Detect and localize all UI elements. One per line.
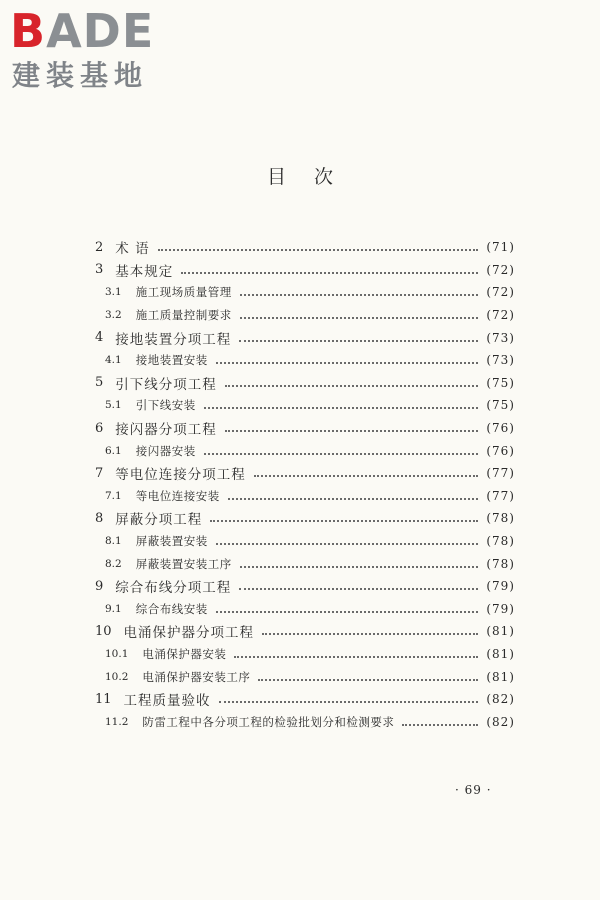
toc-leader-dots bbox=[228, 498, 479, 500]
toc-entry-label: 术 语 bbox=[115, 241, 150, 258]
toc-entry-label: 接闪器分项工程 bbox=[115, 422, 217, 439]
toc-entry[interactable] bbox=[95, 439, 515, 462]
toc-leader-dots bbox=[216, 611, 479, 613]
bade-logo bbox=[10, 6, 180, 96]
toc-entry[interactable] bbox=[95, 417, 515, 440]
toc-leader-dots bbox=[204, 453, 479, 455]
toc-leader-dots bbox=[181, 272, 478, 274]
toc-entry-page: (75) bbox=[486, 398, 515, 413]
toc-entry-number: 7 bbox=[95, 465, 104, 481]
toc-entry-label: 接地装置安装 bbox=[135, 353, 208, 368]
toc-leader-dots bbox=[234, 656, 478, 658]
toc-entry-number: 10.1 bbox=[105, 647, 129, 660]
logo-word-rest: ADE bbox=[46, 4, 155, 58]
toc-entry-page: (76) bbox=[486, 443, 515, 458]
toc-entry[interactable] bbox=[95, 304, 515, 327]
toc-entry-page: (81) bbox=[486, 624, 515, 639]
toc-entry[interactable] bbox=[95, 530, 515, 553]
toc-entry-page: (78) bbox=[486, 534, 515, 549]
logo-subtitle: 建装基地 bbox=[12, 59, 149, 92]
toc-entry-page: (72) bbox=[486, 285, 515, 300]
toc-entry-label: 电涌保护器分项工程 bbox=[123, 625, 255, 642]
toc-entry-page: (77) bbox=[486, 466, 515, 481]
toc-entry-label: 电涌保护器安装 bbox=[142, 646, 227, 661]
toc-entry-page: (72) bbox=[486, 308, 515, 323]
toc-leader-dots bbox=[402, 724, 478, 726]
toc-entry-page: (79) bbox=[486, 601, 515, 616]
toc-entry-label: 施工质量控制要求 bbox=[135, 308, 232, 323]
page-title: 目次 bbox=[266, 166, 361, 188]
toc-entry-number: 2 bbox=[95, 239, 104, 255]
toc-entry-number: 3 bbox=[95, 262, 104, 278]
toc-leader-dots bbox=[240, 566, 479, 568]
toc-entry[interactable] bbox=[95, 620, 515, 643]
toc-entry-number: 9.1 bbox=[105, 602, 122, 615]
logo-accent-letter: B bbox=[10, 4, 47, 58]
toc-entry-number: 7.1 bbox=[105, 489, 122, 502]
toc-entry[interactable] bbox=[95, 643, 515, 666]
toc-leader-dots bbox=[240, 294, 479, 296]
toc-leader-dots bbox=[204, 407, 479, 409]
toc-leader-dots bbox=[239, 588, 478, 590]
toc-entry-page: (79) bbox=[486, 579, 515, 594]
toc-entry[interactable] bbox=[95, 598, 515, 621]
toc-leader-dots bbox=[225, 385, 479, 387]
toc-entry-label: 屏蔽装置安装工序 bbox=[135, 556, 232, 571]
toc-leader-dots bbox=[219, 701, 479, 703]
toc-entry-page: (82) bbox=[486, 714, 515, 729]
toc-entry-page: (76) bbox=[486, 421, 515, 436]
toc-entry-number: 10.2 bbox=[105, 670, 129, 683]
toc-entry[interactable] bbox=[95, 507, 515, 530]
toc-entry-number: 6.1 bbox=[105, 444, 122, 457]
toc-entry-label: 施工现场质量管理 bbox=[135, 285, 232, 300]
toc-leader-dots bbox=[239, 340, 478, 342]
toc-leader-dots bbox=[225, 430, 479, 432]
toc-entry-label: 等电位连接分项工程 bbox=[115, 467, 246, 484]
toc-entry[interactable] bbox=[95, 326, 515, 349]
toc-entry-page: (81) bbox=[486, 669, 515, 684]
logo-wordmark bbox=[10, 6, 154, 56]
toc-entry-page: (73) bbox=[486, 330, 515, 345]
toc-entry-number: 6 bbox=[95, 420, 104, 436]
toc-entry-page: (78) bbox=[486, 511, 515, 526]
toc-leader-dots bbox=[216, 543, 479, 545]
toc-entry-label: 屏蔽分项工程 bbox=[115, 512, 203, 529]
toc-entry[interactable] bbox=[95, 688, 515, 711]
toc-entry-number: 8 bbox=[95, 510, 104, 526]
toc-entry-number: 8.1 bbox=[105, 535, 122, 548]
toc-entry-label: 电涌保护器安装工序 bbox=[142, 669, 251, 684]
toc-entry-label: 引下线安装 bbox=[135, 398, 196, 413]
toc-entry-label: 综合布线安装 bbox=[135, 601, 208, 616]
toc-entry[interactable] bbox=[95, 394, 515, 417]
toc-entry-page: (71) bbox=[486, 240, 515, 255]
toc-entry-label: 接地装置分项工程 bbox=[115, 331, 232, 348]
toc-entry-number: 4.1 bbox=[105, 354, 122, 367]
toc-entry-number: 5.1 bbox=[105, 399, 122, 412]
toc-leader-dots bbox=[262, 633, 478, 635]
toc-entry[interactable] bbox=[95, 485, 515, 508]
toc-leader-dots bbox=[216, 362, 479, 364]
toc-leader-dots bbox=[210, 520, 478, 522]
toc-entry-label: 防雷工程中各分项工程的检验批划分和检测要求 bbox=[142, 714, 395, 729]
toc-entry-label: 引下线分项工程 bbox=[115, 376, 217, 393]
toc-entry[interactable] bbox=[95, 372, 515, 395]
page-number: · 69 · bbox=[455, 783, 492, 797]
toc-entry-page: (78) bbox=[486, 556, 515, 571]
toc-entry-page: (72) bbox=[486, 262, 515, 277]
toc-entry-label: 屏蔽装置安装 bbox=[135, 534, 208, 549]
toc-entry-label: 接闪器安装 bbox=[135, 443, 196, 458]
toc-entry-page: (77) bbox=[486, 488, 515, 503]
toc-entry[interactable] bbox=[95, 236, 515, 259]
toc-entry-number: 4 bbox=[95, 330, 104, 346]
toc-entry-number: 11.2 bbox=[105, 715, 129, 728]
toc-entry-label: 等电位连接安装 bbox=[135, 488, 220, 503]
toc-entry[interactable] bbox=[95, 710, 515, 733]
toc-leader-dots bbox=[240, 317, 479, 319]
table-of-contents bbox=[95, 236, 515, 733]
toc-entry-label: 工程质量验收 bbox=[123, 693, 211, 710]
toc-entry[interactable] bbox=[95, 259, 515, 282]
toc-entry[interactable] bbox=[95, 349, 515, 372]
toc-entry-page: (75) bbox=[486, 375, 515, 390]
toc-leader-dots bbox=[158, 249, 479, 251]
toc-entry[interactable] bbox=[95, 462, 515, 485]
toc-entry-label: 基本规定 bbox=[115, 263, 174, 280]
toc-entry-number: 8.2 bbox=[105, 557, 122, 570]
toc-leader-dots bbox=[258, 679, 478, 681]
toc-entry-number: 3.1 bbox=[105, 286, 122, 299]
toc-entry-page: (82) bbox=[486, 692, 515, 707]
toc-entry-page: (73) bbox=[486, 353, 515, 368]
toc-entry-number: 3.2 bbox=[105, 309, 122, 322]
toc-entry-number: 10 bbox=[95, 623, 112, 639]
toc-leader-dots bbox=[254, 475, 479, 477]
toc-entry-page: (81) bbox=[486, 646, 515, 661]
toc-entry-number: 11 bbox=[95, 691, 112, 707]
toc-entry[interactable] bbox=[95, 665, 515, 688]
toc-entry[interactable] bbox=[95, 552, 515, 575]
toc-entry-number: 9 bbox=[95, 578, 104, 594]
toc-entry-label: 综合布线分项工程 bbox=[115, 580, 232, 597]
toc-entry-number: 5 bbox=[95, 375, 104, 391]
toc-entry[interactable] bbox=[95, 281, 515, 304]
toc-entry[interactable] bbox=[95, 575, 515, 598]
